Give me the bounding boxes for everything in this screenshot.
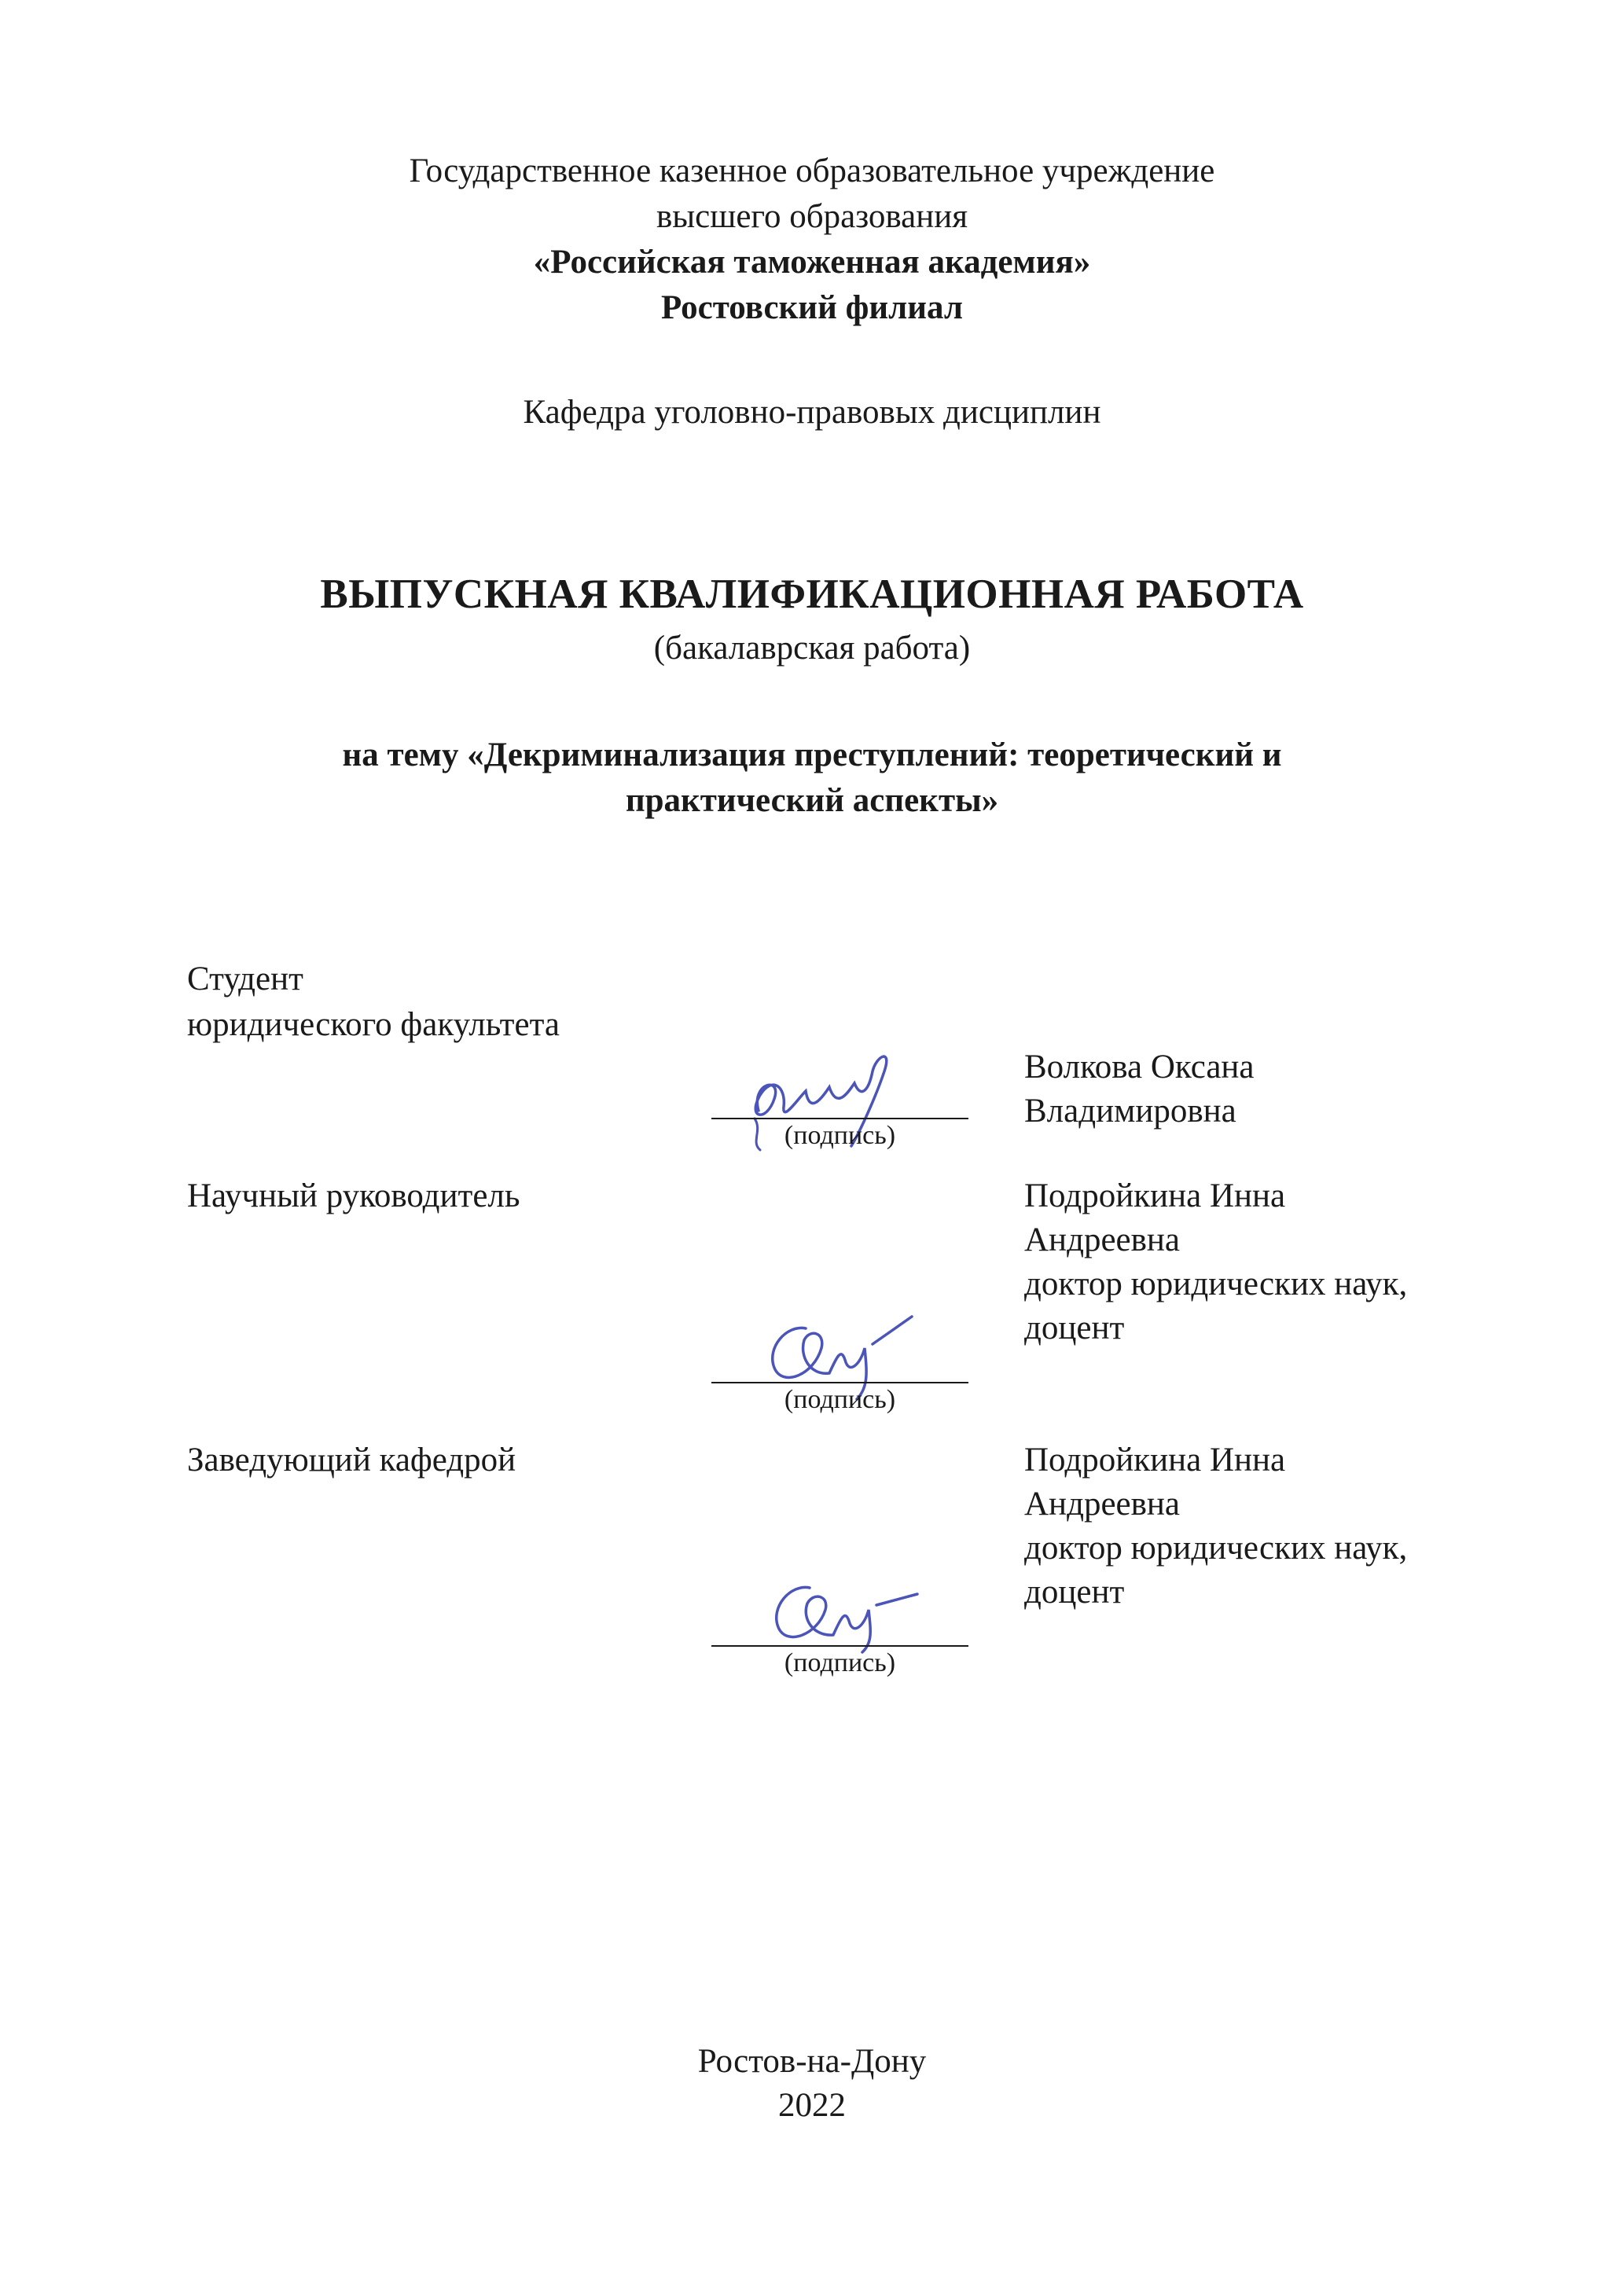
student-faculty-label: юридического факультета — [187, 1006, 560, 1043]
student-signature-caption: (подпись) — [784, 1121, 896, 1150]
head-name-line-2: Андреевна — [1024, 1486, 1181, 1523]
head-name-line-1: Подройкина Инна — [1024, 1442, 1286, 1479]
institution-level-line: высшего образования — [656, 198, 968, 235]
head-degree-line-2: доцент — [1024, 1574, 1125, 1611]
student-name-line-2: Владимировна — [1024, 1093, 1236, 1130]
student-role-label: Студент — [187, 961, 303, 997]
branch-name: Ростовский филиал — [660, 289, 964, 326]
supervisor-degree-line-2: доцент — [1024, 1310, 1125, 1346]
academy-name: «Российская таможенная академия» — [533, 244, 1091, 281]
supervisor-name-line-2: Андреевна — [1024, 1221, 1181, 1258]
student-name-line-1: Волкова Оксана — [1024, 1049, 1255, 1086]
student-signature-line — [711, 1118, 968, 1119]
head-degree-line-1: доктор юридических наук, — [1024, 1530, 1408, 1567]
department-name: Кафедра уголовно-правовых дисциплин — [523, 394, 1101, 431]
head-signature-caption: (подпись) — [784, 1648, 896, 1677]
head-signature-line — [711, 1645, 968, 1647]
topic-line-1: на тему «Декриминализация преступлений: теоретический и — [342, 737, 1282, 773]
supervisor-degree-line-1: доктор юридических наук, — [1024, 1266, 1408, 1302]
supervisor-signature-caption: (подпись) — [784, 1385, 896, 1414]
city-name: Ростов-на-Дону — [697, 2043, 927, 2080]
head-role-label: Заведующий кафедрой — [187, 1442, 516, 1479]
year: 2022 — [778, 2087, 846, 2124]
topic-line-2: практический аспекты» — [625, 782, 999, 819]
supervisor-role-label: Научный руководитель — [187, 1177, 520, 1214]
supervisor-signature-line — [711, 1382, 968, 1383]
document-title: ВЫПУСКНАЯ КВАЛИФИКАЦИОННАЯ РАБОТА — [320, 571, 1304, 617]
supervisor-name-line-1: Подройкина Инна — [1024, 1177, 1286, 1214]
institution-type-line: Государственное казенное образовательное учреждение — [409, 152, 1215, 189]
document-subtitle: (бакалаврская работа) — [653, 630, 971, 667]
